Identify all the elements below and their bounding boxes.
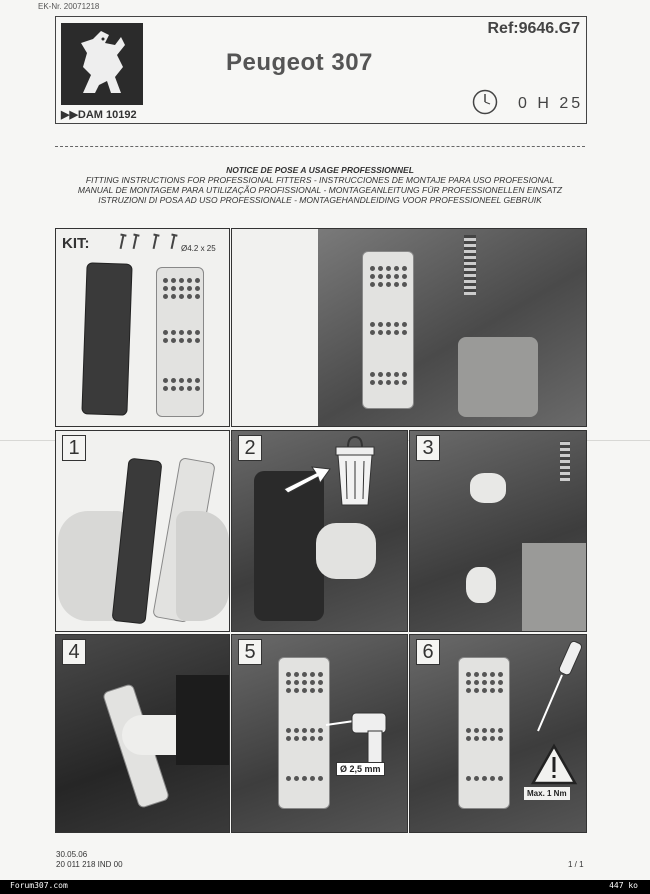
pedal-holes — [286, 728, 323, 741]
footer-code: 20 011 218 IND 00 — [56, 860, 123, 869]
screwdriver-icon — [526, 639, 586, 739]
notice-line: FITTING INSTRUCTIONS FOR PROFESSIONAL FITTERS - INSTRUCCIONES DE MONTAJE PARA USO PROFESIONAL — [85, 175, 555, 185]
aluminium-pedal-cover — [458, 657, 510, 809]
screw-icon — [120, 235, 125, 249]
pedal-holes — [163, 378, 200, 391]
dashed-divider — [55, 146, 585, 147]
notice-block — [55, 165, 585, 205]
step-4-panel — [55, 634, 230, 833]
pedal-holes — [370, 372, 407, 385]
kit-label: KIT: — [62, 235, 90, 252]
notice-line: MANUAL DE MONTAGEM PARA UTILIZAÇÃO PROFISSIONAL - MONTAGEANLEITUNG FÜR PROFESSIONELLEN EINSATZ — [77, 185, 563, 195]
step-3-panel — [409, 430, 587, 632]
step-number: 1 — [62, 435, 86, 461]
aluminium-pedal-cover — [278, 657, 330, 809]
screw-icon — [133, 235, 138, 249]
pedal-spring — [560, 441, 570, 481]
page-number: 1 / 1 — [568, 860, 584, 869]
pedal-holes — [286, 776, 323, 781]
torque-limit: Max. 1 Nm — [524, 787, 570, 800]
sleeve — [176, 675, 229, 765]
step-number: 3 — [416, 435, 440, 461]
step-6-panel — [409, 634, 587, 833]
pedal-holes — [466, 776, 503, 781]
brake-pedal — [522, 543, 586, 631]
watermark-bar — [0, 880, 650, 894]
arrow-icon: ▶▶ — [61, 109, 78, 121]
screw-icon — [171, 235, 176, 249]
step-1-panel — [55, 430, 230, 632]
pedal-holes — [163, 330, 200, 343]
step-number: 4 — [62, 639, 86, 665]
footwell-photo — [318, 229, 586, 426]
screw-icon — [153, 235, 158, 249]
arrow-icon — [282, 461, 332, 495]
warning-icon — [530, 743, 578, 787]
screw-size: Ø4.2 x 25 — [181, 244, 216, 253]
pedal-holes — [370, 322, 407, 335]
dam-number: ▶▶DAM 10192 — [61, 109, 137, 121]
page-title: Peugeot 307 — [226, 49, 373, 76]
fitted-pedal-cover — [362, 251, 414, 409]
notice-line: ISTRUZIONI DI POSA AD USO PROFESSIONALE - MONTAGEHANDLEIDING VOOR PROFESSIONEEL GEBRUIK — [98, 195, 542, 205]
pedal-clip — [470, 473, 506, 503]
kit-panel — [55, 228, 230, 427]
trash-bin-icon — [330, 435, 380, 509]
clock-icon — [472, 89, 498, 115]
pedal-holes — [466, 728, 503, 741]
drill-size: Ø 2,5 mm — [336, 762, 385, 776]
fitting-time: 0 H 25 — [518, 95, 584, 112]
peugeot-lion-logo-icon — [61, 23, 143, 105]
step-number: 5 — [238, 639, 262, 665]
pedal-holes — [163, 278, 200, 299]
hand — [316, 523, 376, 579]
step-number: 2 — [238, 435, 262, 461]
pedal-holes — [466, 672, 503, 693]
aluminium-pedal-cover — [156, 267, 204, 417]
pedal-clip — [466, 567, 496, 603]
notice-line: NOTICE DE POSE A USAGE PROFESSIONNEL — [226, 165, 414, 175]
watermark-size: 447 ko — [609, 881, 638, 890]
step-number: 6 — [416, 639, 440, 665]
header-box — [55, 16, 587, 124]
pedal-holes — [370, 266, 407, 287]
result-photo — [231, 228, 587, 427]
watermark-site: Forum307.com — [10, 881, 68, 890]
document-number: EK-Nr. 20071218 — [38, 2, 100, 11]
rubber-pedal-pad — [81, 262, 132, 416]
step-2-panel — [231, 430, 408, 632]
pedal-holes — [286, 672, 323, 693]
reference-code: Ref:9646.G7 — [487, 20, 580, 37]
pedal-spring — [464, 235, 476, 295]
step-5-panel — [231, 634, 408, 833]
brake-pedal — [458, 337, 538, 417]
footer-date: 30.05.06 — [56, 850, 88, 859]
hand-right — [176, 511, 229, 621]
